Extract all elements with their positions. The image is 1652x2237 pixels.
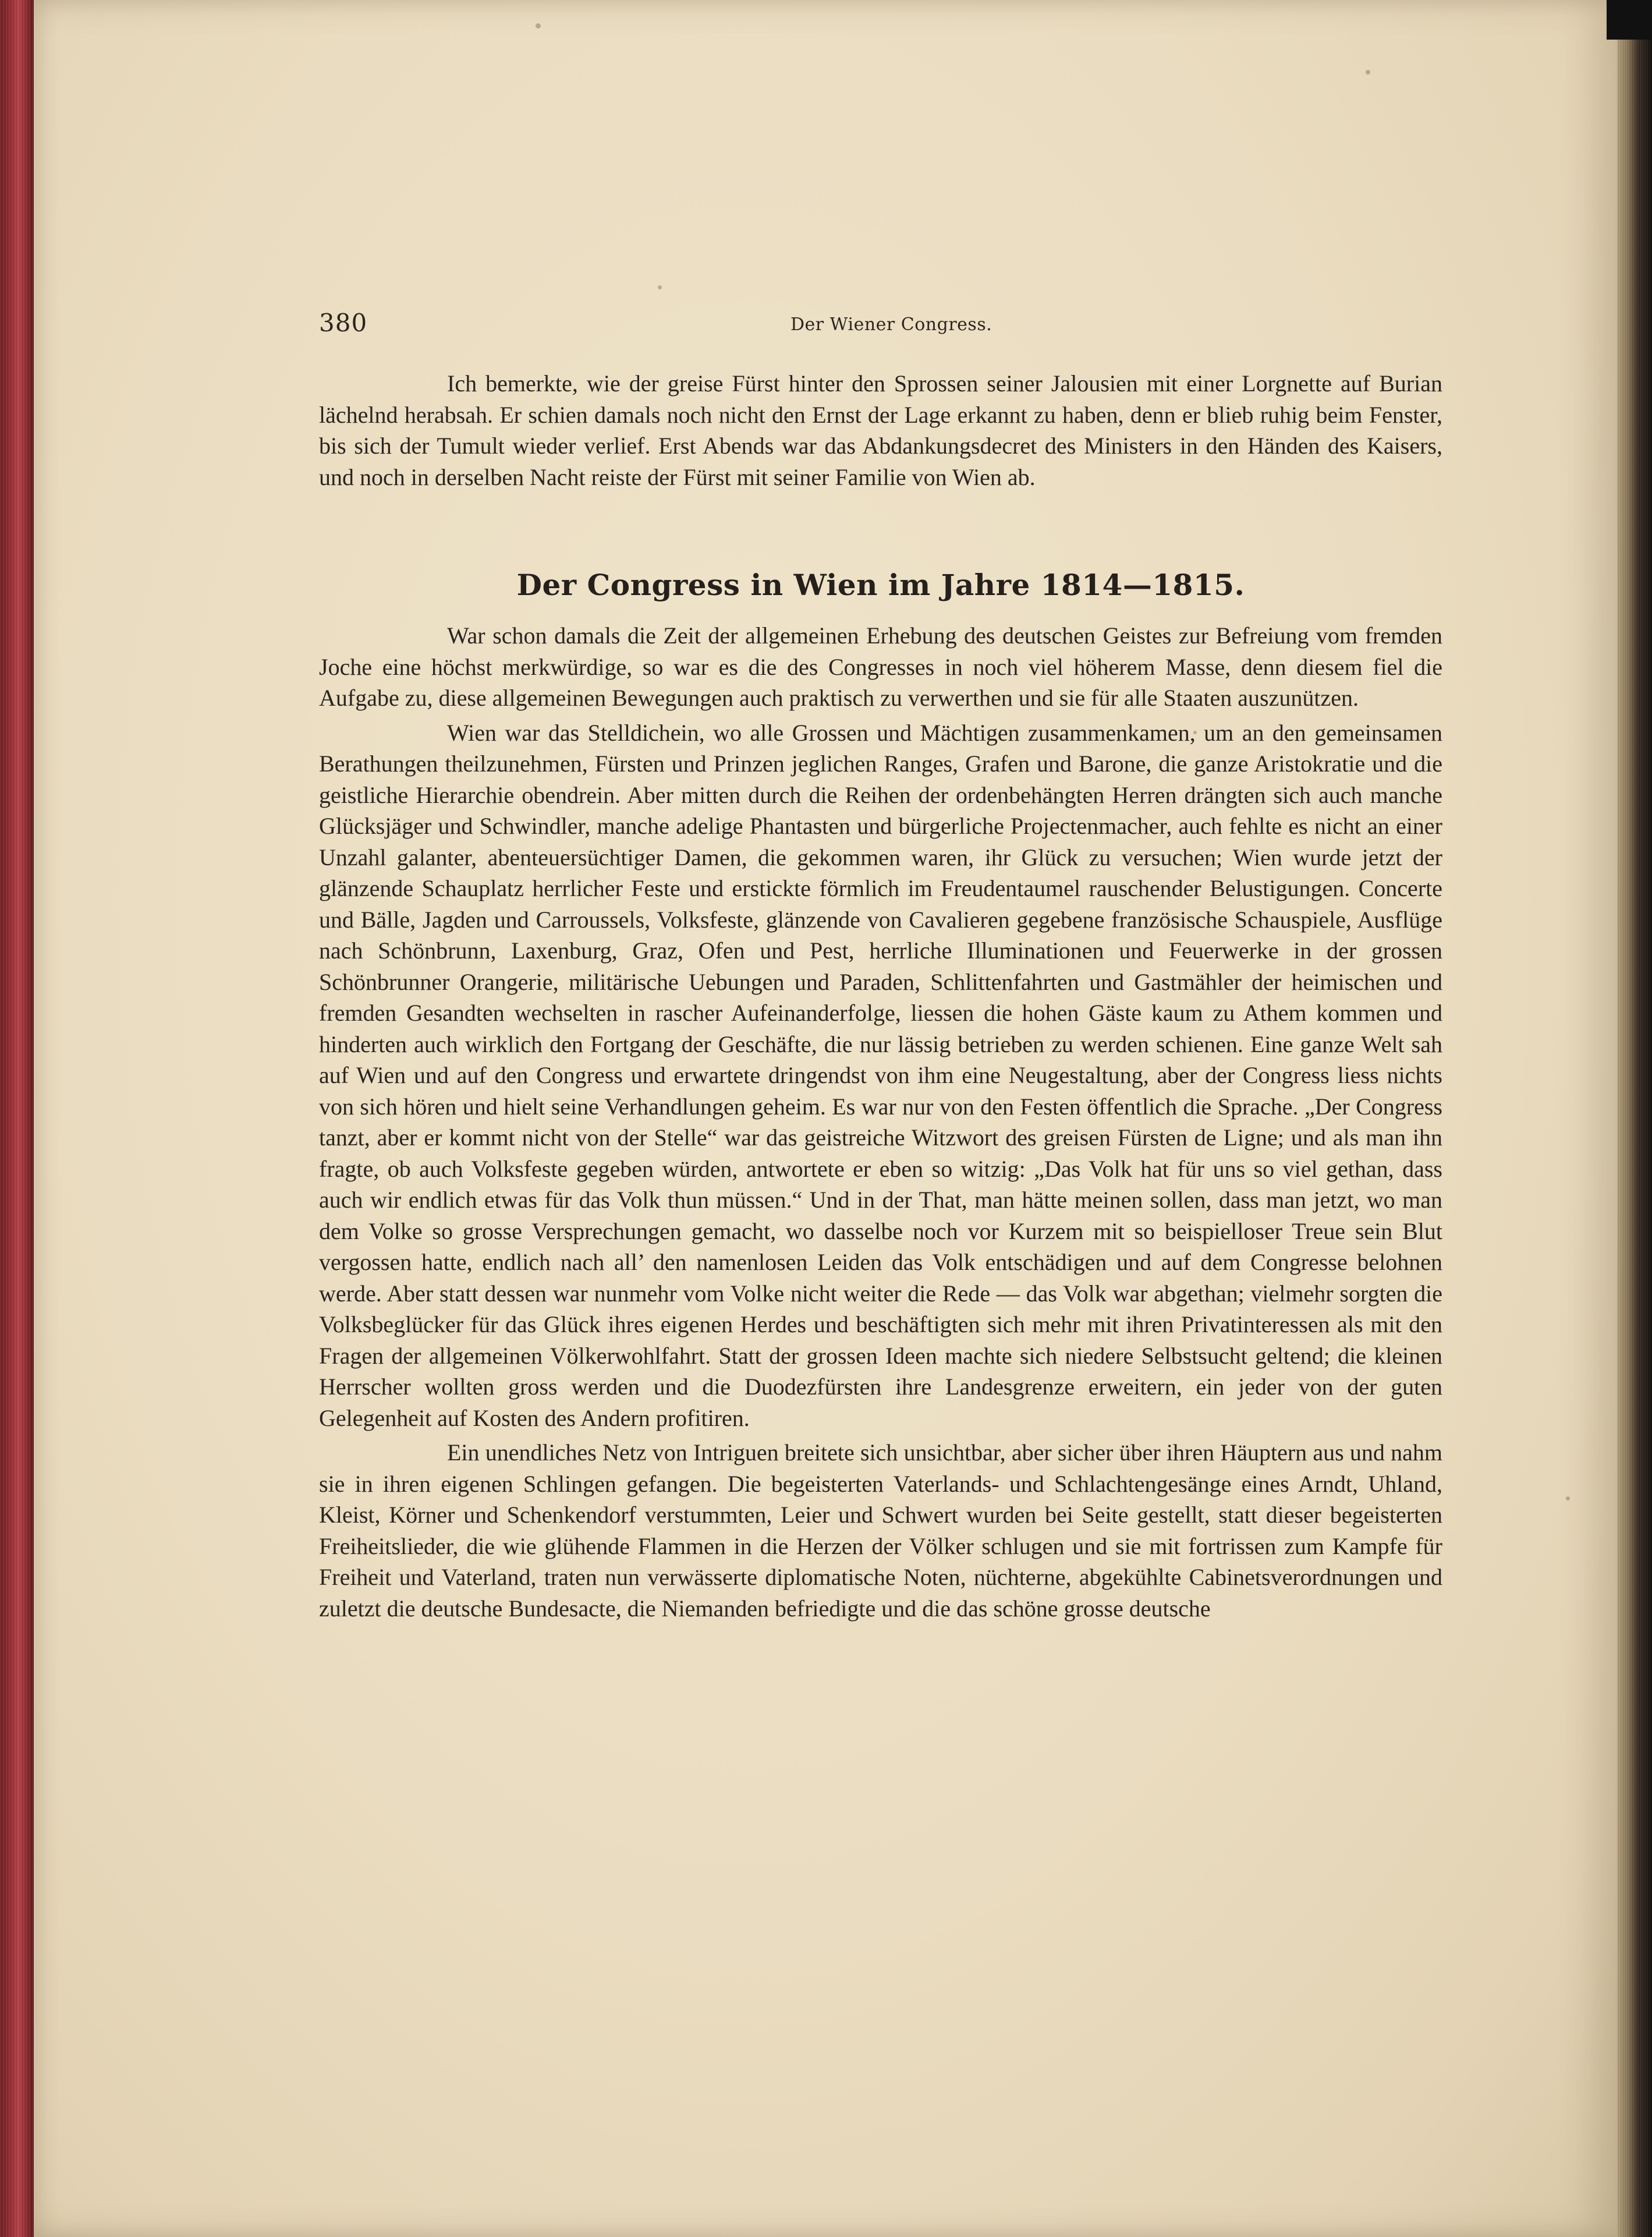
book-cover-edge: [0, 0, 34, 2237]
paragraph: Ein unendliches Netz von Intriguen breitete sich unsichtbar, aber sicher über ihren Häuptern aus und nahm sie in ihren eigenen Schlingen gefangen. Die begeisterten Vaterlands- und Schlachtengesänge eines Arndt, Uhland, Kleist, Körner und Schenkendorf verstummten, Leier und Schwert wurden bei Seite gestellt, statt dieser begeisterten Freiheitslieder, die wie glühende Flammen in die Herzen der Völker schlugen und sie mit fortrissen zum Kampfe für Freiheit und Vaterland, traten nun verwässerte diplomatische Noten, nüchterne, abgekühlte Cabinetsverordnungen und zuletzt die deutsche Bundesacte, die Niemanden befriedigte und die das schöne grosse deutsche: [319, 1439, 1442, 1622]
paper-speck: [1566, 1496, 1570, 1500]
opening-paragraph: Ich bemerkte, wie der greise Fürst hinter den Sprossen seiner Jalousien mit einer Lorgnette auf Burian lächelnd herabsah. Er schien damals noch nicht den Ernst der Lage erkannt zu haben, denn er blieb ruhig beim Fenster, bis sich der Tumult wieder verlief. Erst Abends war das Abdankungsdecret des Ministers in den Händen des Kaisers, und noch in derselben Nacht reiste der Fürst mit seiner Familie von Wien ab.: [319, 370, 1442, 490]
paragraph: Wien war das Stelldichein, wo alle Grossen und Mächtigen zusammenkamen, um an den gemeinsamen Berathungen theilzunehmen, Fürsten und Prinzen jeglichen Ranges, Grafen und Barone, die ganze Aristokratie und die geistliche Hierarchie obendrein. Aber mitten durch die Reihen der ordenbehängten Herren drängten sich auch manche Glücksjäger und Schwindler, manche adelige Phantasten und bürgerliche Projectenmacher, auch fehlte es nicht an einer Unzahl galanter, abenteuersüchtiger Damen, die gekommen waren, ihr Glück zu versuchen; Wien wurde jetzt der glänzende Schauplatz herrlicher Feste und erstickte förmlich im Freudentaumel rauschender Belustigungen. Concerte und Bälle, Jagden und Carroussels, Volksfeste, glänzende von Cavalieren gegebene französische Schauspiele, Ausflüge nach Schönbrunn, Laxenburg, Graz, Ofen und Pest, herrliche Illuminationen und Feuerwerke in der grossen Schönbrunner Orangerie, militärische Uebungen und Paraden, Schlittenfahrten und Gastmähler der heimischen und fremden Gesandten wechselten in rascher Aufeinanderfolge, liessen die hohen Gäste kaum zu Athem kommen und hinderten auch wirklich den Fortgang der Geschäfte, die nur lässig betrieben zu werden schienen. Eine ganze Welt sah auf Wien und auf den Congress und erwartete dringendst von ihm eine Neugestaltung, aber der Congress liess nichts von sich hören und hielt seine Verhandlungen geheim. Es war nur von den Festen öffentlich die Sprache. „Der Congress tanzt, aber er kommt nicht von der Stelle“ war das geistreiche Witzwort des greisen Fürsten de Ligne; und als man ihn fragte, ob auch Volksfeste gegeben würden, antwortete er eben so witzig: „Das Volk hat für uns so viel gethan, dass auch wir endlich etwas für das Volk thun müssen.“ Und in der That, man hätte meinen sollen, dass man jetzt, wo man dem Volke so grosse Versprechungen gemacht, wo dasselbe noch vor Kurzem mit so beispielloser Treue sein Blut vergossen hatte, endlich nach all’ den namenlosen Leiden das Volk entschädigen und auf dem Congresse belohnen werde. Aber statt dessen war nunmehr vom Volke nicht weiter die Rede — das Volk war abgethan; vielmehr sorgten die Volksbeglücker für das Glück ihres eigenen Herdes und beschäftigten sich mehr mit ihren Privatinteressen als mit den Fragen der allgemeinen Völkerwohlfahrt. Statt der grossen Ideen machte sich niedere Selbstsucht geltend; die kleinen Herrscher wollten gross werden und die Duodezfürsten ihre Landesgrenze erweitern, ein jeder von der guten Gelegenheit auf Kosten des Andern profitiren.: [319, 719, 1442, 1431]
running-head: [319, 309, 1442, 344]
paragraph: War schon damals die Zeit der allgemeinen Erhebung des deutschen Geistes zur Befreiung vom fremden Joche eine höchst merkwürdige, so war es die des Congresses in noch viel höherem Masse, denn diesem fiel die Aufgabe zu, diese allgemeinen Bewegungen auch praktisch zu verwerthen und sie für alle Staaten auszunützen.: [319, 622, 1442, 711]
section-body: [319, 620, 1442, 1624]
scan-corner: [1607, 0, 1652, 40]
paper-speck: [658, 285, 662, 289]
opening-text-block: [319, 368, 1442, 493]
page-number: 380: [319, 309, 368, 337]
paper-speck: [536, 23, 541, 29]
section-heading: Der Congress in Wien im Jahre 1814—1815.: [516, 568, 1245, 602]
page-block-edge: [1617, 0, 1652, 2237]
paper-speck: [1366, 70, 1370, 75]
running-title: Der Wiener Congress.: [790, 314, 992, 335]
